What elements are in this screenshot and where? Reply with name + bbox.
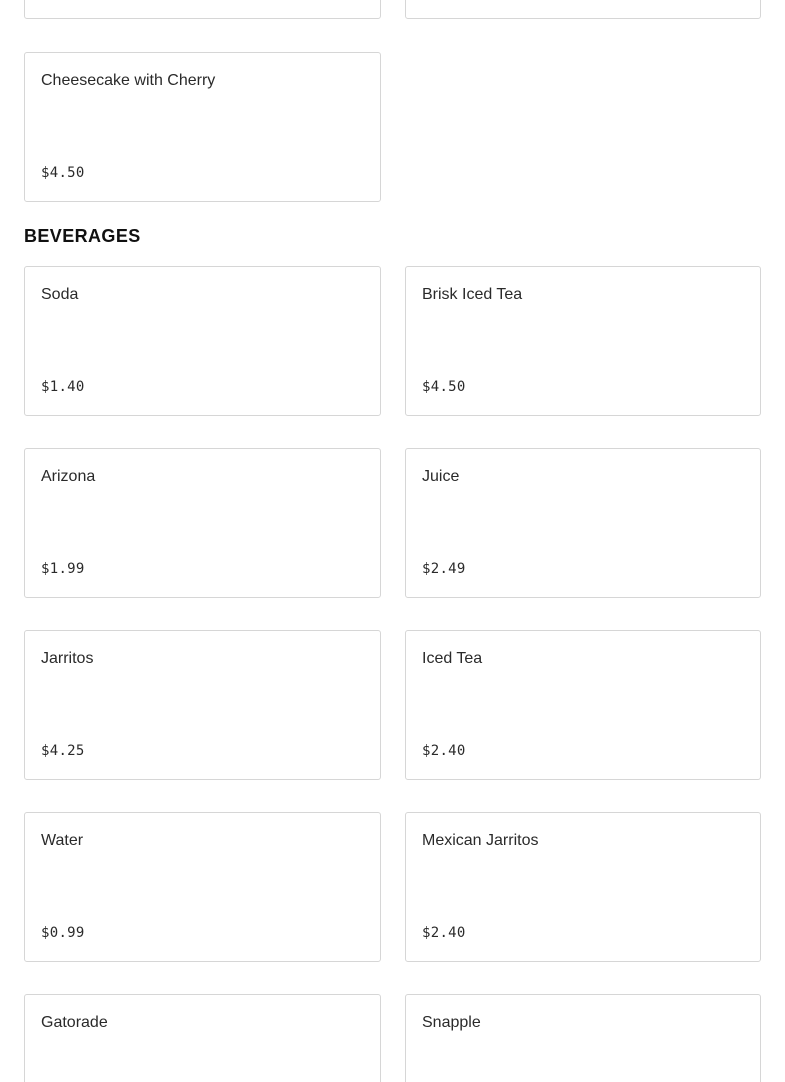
- menu-item-price: $2.40: [422, 925, 466, 941]
- menu-item-name: Gatorade: [41, 1014, 108, 1031]
- menu-item-card[interactable]: [405, 812, 761, 962]
- menu-item-name: Snapple: [422, 1014, 481, 1031]
- menu-item-name: Brisk Iced Tea: [422, 286, 523, 303]
- menu-item-card[interactable]: [405, 0, 761, 19]
- menu-item-card[interactable]: [405, 630, 761, 780]
- menu-item-card[interactable]: [24, 812, 381, 962]
- menu-item-name: Water: [41, 832, 84, 849]
- menu-item-name: Mexican Jarritos: [422, 832, 539, 849]
- menu-item-card[interactable]: [24, 994, 381, 1082]
- menu-item-name: Cheesecake with Cherry: [41, 72, 216, 89]
- menu-item-name: Iced Tea: [422, 650, 483, 667]
- menu-item-price: $1.40: [41, 379, 85, 395]
- menu-item-price: $2.49: [422, 561, 466, 577]
- menu-item-card[interactable]: [24, 630, 381, 780]
- menu-item-price: $4.25: [41, 743, 85, 759]
- menu-item-price: $0.99: [41, 925, 85, 941]
- menu-item-name: Soda: [41, 286, 79, 303]
- menu-item-name: Jarritos: [41, 650, 94, 667]
- menu-item-price: $4.50: [422, 379, 466, 395]
- menu-item-price: $4.50: [41, 165, 85, 181]
- menu-item-price: $2.40: [422, 743, 466, 759]
- menu-item-card[interactable]: [405, 994, 761, 1082]
- menu-item-card[interactable]: [24, 266, 381, 416]
- menu-item-card[interactable]: [405, 266, 761, 416]
- section-heading-beverages: BEVERAGES: [24, 226, 141, 246]
- menu-item-name: Juice: [422, 468, 460, 485]
- menu-item-name: Arizona: [41, 468, 96, 485]
- menu-item-card[interactable]: [24, 0, 381, 19]
- menu-item-price: $1.99: [41, 561, 85, 577]
- menu-item-card[interactable]: [24, 52, 381, 202]
- menu-item-card[interactable]: [24, 448, 381, 598]
- menu-item-card[interactable]: [405, 448, 761, 598]
